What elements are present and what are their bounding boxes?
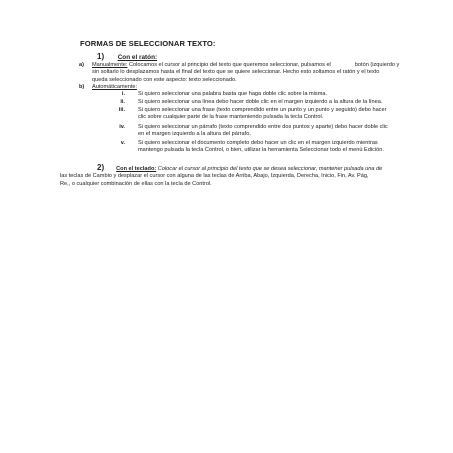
item-b-marker: b) (79, 84, 85, 90)
item-b-i-marker: i. (121, 91, 125, 97)
item-b-i-line-1: Si quiero seleccionar una palabra basta que haga doble clic sobre la misma. (138, 91, 328, 97)
item-a-marker: a) (79, 62, 84, 68)
item-b-ii-marker: ii. (120, 99, 125, 105)
item-b-iii-marker: iii. (118, 107, 125, 113)
item-b-v-text (138, 140, 428, 155)
item-b-v-marker: v. (120, 140, 125, 146)
item-a-paragraph (92, 62, 422, 84)
item-b-v-line-2: mantengo pulsada la tecla Control, o bien, utilizar la herramienta Seleccionar todo el menú Edición. (138, 147, 384, 154)
section-2-line-3: Re,, o cualquier combinación de ellas con la tecla de Control. (60, 180, 212, 187)
item-b-ii-text (138, 99, 428, 106)
section-2-line-1 (60, 164, 430, 173)
section-1-heading (97, 52, 157, 62)
document-title: FORMAS DE SELECCIONAR TEXTO: (80, 39, 216, 48)
item-a-line-3: queda seleccionado con este aspecto: texto seleccionado. (92, 76, 237, 83)
section-2-line-1-text: Colocar el cursor al principio del texto que se desea seleccionar, mantener pulsada una de (157, 166, 383, 172)
item-a-line-1 (92, 62, 422, 69)
item-b-iv-marker: iv. (119, 124, 125, 130)
section-2-line-2: las teclas de Cambio y desplazar el cursor con alguna de las teclas de Arriba, Abajo, Izquierda, Derecha, Inicio, Fin, Av. Pág, (60, 173, 369, 180)
section-1-title: Con el ratón: (117, 54, 158, 61)
item-a-line-1a: Colocamos el cursor al principio del texto que queremos seleccionar, pulsamos el (129, 62, 331, 68)
item-b-iii-line-1: Si quiero seleccionar una frase (texto comprendido entre un punto y un punto y seguido) debo hacer (138, 107, 387, 113)
section-1-number: 1) (97, 52, 105, 61)
item-b-iv-line-1: Si quiero seleccionar un párrafo (texto comprendido entre dos puntos y aparte) debo hacer doble clic (138, 124, 388, 130)
item-b-ii-line-1: Si quiero seleccionar una línea debo hacer doble clic en el margen izquierdo a la altura de la línea. (138, 99, 383, 105)
section-2-paragraph (60, 164, 430, 188)
section-2-title: Con el teclado: (116, 166, 157, 172)
item-a-line-1b: botón (izquierdo y (354, 62, 400, 68)
item-b-iv-text (138, 124, 428, 139)
item-a-line-2: sin soltarlo lo desplazamos hasta el final del texto que se quiere seleccionar. Hecho esto soltamos el ratón y el texto (92, 69, 380, 76)
item-b-iv-line-2: en el margen izquierdo a la altura del párrafo. (138, 131, 251, 138)
item-b-i-text (138, 91, 428, 98)
item-b-v-line-1: Si quiero seleccionar el documento completo debo hacer un clic en el margen izquierdo mientras (138, 140, 378, 146)
item-b-label: Automáticamente: (92, 84, 138, 90)
item-b-iii-text (138, 107, 428, 122)
section-2-number: 2) (97, 163, 105, 172)
item-a-label: Manualmente: (92, 62, 128, 68)
item-b-iii-line-2: clic sobre cualquier parte de la frase manteniendo pulsada la tecla Control. (138, 114, 324, 121)
